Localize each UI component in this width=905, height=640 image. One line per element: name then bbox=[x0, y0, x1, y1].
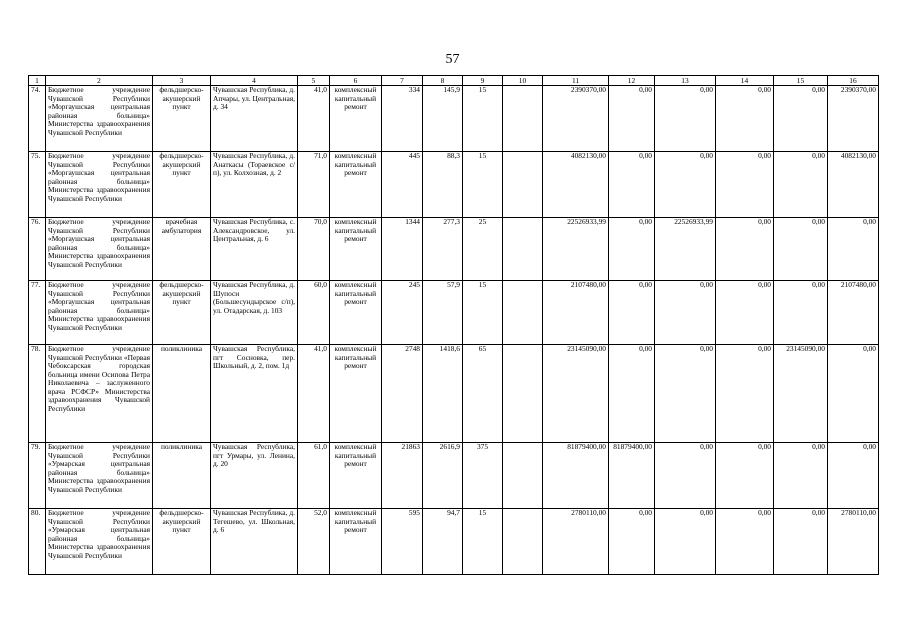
col-10-value bbox=[503, 509, 543, 575]
works-type: комплексный капитальный ремонт bbox=[330, 443, 382, 509]
organization-name: Бюджетное учреждение Чувашской Республики «Первая Чебоксарская городская больница имени Осипова Петра Николаевича – заслуженного врача РСФСР» Министерства здравоохранения Чувашской Республики bbox=[46, 345, 153, 443]
col-16-value: 2390370,00 bbox=[828, 86, 879, 152]
column-header-1: 1 bbox=[29, 76, 46, 86]
table-header bbox=[29, 76, 879, 86]
col-14-value: 0,00 bbox=[716, 345, 774, 443]
facility-address: Чувашская Республика, д. Тегешево, ул. Школьная, д. 6 bbox=[211, 509, 298, 575]
col-15-value: 0,00 bbox=[774, 443, 828, 509]
col-9-value: 15 bbox=[463, 152, 503, 218]
row-number: 79. bbox=[29, 443, 46, 509]
col-7-value: 445 bbox=[382, 152, 423, 218]
organization-name: Бюджетное учреждение Чувашской Республики «Урмарская центральная районная больница» Министерства здравоохранения Чувашской Республики bbox=[46, 509, 153, 575]
col-8-value: 1418,6 bbox=[423, 345, 463, 443]
works-type: комплексный капитальный ремонт bbox=[330, 86, 382, 152]
col-8-value: 2616,9 bbox=[423, 443, 463, 509]
facility-address: Чувашская Республика, д. Анаткасы (Тораевское с/п), ул. Колхозная, д. 2 bbox=[211, 152, 298, 218]
table-body bbox=[29, 86, 879, 575]
col-9-value: 25 bbox=[463, 218, 503, 281]
col-15-value: 0,00 bbox=[774, 509, 828, 575]
col-7-value: 2748 bbox=[382, 345, 423, 443]
col-8-value: 94,7 bbox=[423, 509, 463, 575]
col-14-value: 0,00 bbox=[716, 152, 774, 218]
works-type: комплексный капитальный ремонт bbox=[330, 281, 382, 345]
col-10-value bbox=[503, 345, 543, 443]
col-15-value: 0,00 bbox=[774, 218, 828, 281]
column-header-7: 7 bbox=[382, 76, 423, 86]
facility-address: Чувашская Республика, д. Шупоси (Большесундырское с/п), ул. Отадарская, д. 103 bbox=[211, 281, 298, 345]
col-14-value: 0,00 bbox=[716, 218, 774, 281]
col-8-value: 145,9 bbox=[423, 86, 463, 152]
row-number: 76. bbox=[29, 218, 46, 281]
register-table bbox=[28, 75, 879, 575]
column-header-8: 8 bbox=[423, 76, 463, 86]
facility-type: врачебная амбулатория bbox=[153, 218, 211, 281]
column-header-5: 5 bbox=[298, 76, 330, 86]
table-row bbox=[29, 152, 879, 218]
column-header-4: 4 bbox=[211, 76, 298, 86]
table-row bbox=[29, 86, 879, 152]
col-8-value: 57,9 bbox=[423, 281, 463, 345]
row-number: 80. bbox=[29, 509, 46, 575]
col-12-value: 0,00 bbox=[609, 218, 655, 281]
column-header-2: 2 bbox=[46, 76, 153, 86]
col-5-value: 41,0 bbox=[298, 86, 330, 152]
organization-name: Бюджетное учреждение Чувашской Республики «Моргаушская центральная районная больница» Министерства здравоохранения Чувашской Республики bbox=[46, 281, 153, 345]
facility-type: фельдшерско-акушерский пункт bbox=[153, 152, 211, 218]
col-16-value: 0,00 bbox=[828, 345, 879, 443]
col-12-value: 0,00 bbox=[609, 86, 655, 152]
col-14-value: 0,00 bbox=[716, 509, 774, 575]
col-5-value: 60,0 bbox=[298, 281, 330, 345]
column-header-14: 14 bbox=[716, 76, 774, 86]
col-14-value: 0,00 bbox=[716, 86, 774, 152]
row-number: 74. bbox=[29, 86, 46, 152]
table-row bbox=[29, 281, 879, 345]
table-row bbox=[29, 345, 879, 443]
col-12-value: 0,00 bbox=[609, 345, 655, 443]
col-14-value: 0,00 bbox=[716, 443, 774, 509]
col-9-value: 15 bbox=[463, 281, 503, 345]
col-15-value: 0,00 bbox=[774, 86, 828, 152]
header-row bbox=[29, 76, 879, 86]
col-15-value: 0,00 bbox=[774, 152, 828, 218]
organization-name: Бюджетное учреждение Чувашской Республики «Урмарская центральная районная больница» Министерства здравоохранения Чувашской Республики bbox=[46, 443, 153, 509]
col-16-value: 4082130,00 bbox=[828, 152, 879, 218]
table-row bbox=[29, 218, 879, 281]
column-header-16: 16 bbox=[828, 76, 879, 86]
col-9-value: 15 bbox=[463, 86, 503, 152]
table-row bbox=[29, 509, 879, 575]
column-header-11: 11 bbox=[543, 76, 609, 86]
col-16-value: 0,00 bbox=[828, 218, 879, 281]
col-7-value: 595 bbox=[382, 509, 423, 575]
col-9-value: 65 bbox=[463, 345, 503, 443]
col-9-value: 375 bbox=[463, 443, 503, 509]
col-10-value bbox=[503, 152, 543, 218]
column-header-9: 9 bbox=[463, 76, 503, 86]
col-8-value: 88,3 bbox=[423, 152, 463, 218]
col-5-value: 41,0 bbox=[298, 345, 330, 443]
col-10-value bbox=[503, 443, 543, 509]
organization-name: Бюджетное учреждение Чувашской Республики «Моргаушская центральная районная больница» Министерства здравоохранения Чувашской Республики bbox=[46, 86, 153, 152]
page-number: 57 bbox=[445, 52, 460, 67]
facility-type: фельдшерско-акушерский пункт bbox=[153, 86, 211, 152]
col-15-value: 23145090,00 bbox=[774, 345, 828, 443]
col-14-value: 0,00 bbox=[716, 281, 774, 345]
col-7-value: 334 bbox=[382, 86, 423, 152]
table-row bbox=[29, 443, 879, 509]
organization-name: Бюджетное учреждение Чувашской Республики «Моргаушская центральная районная больница» Министерства здравоохранения Чувашской Республики bbox=[46, 218, 153, 281]
col-11-value: 81879400,00 bbox=[543, 443, 609, 509]
facility-type: поликлиника bbox=[153, 345, 211, 443]
col-10-value bbox=[503, 86, 543, 152]
col-5-value: 52,0 bbox=[298, 509, 330, 575]
col-11-value: 4082130,00 bbox=[543, 152, 609, 218]
col-13-value: 0,00 bbox=[655, 509, 716, 575]
facility-address: Чувашская Республика, пгт Урмары, ул. Ленина, д. 20 bbox=[211, 443, 298, 509]
row-number: 75. bbox=[29, 152, 46, 218]
col-9-value: 15 bbox=[463, 509, 503, 575]
column-header-6: 6 bbox=[330, 76, 382, 86]
organization-name: Бюджетное учреждение Чувашской Республики «Моргаушская центральная районная больница» Министерства здравоохранения Чувашской Республики bbox=[46, 152, 153, 218]
col-11-value: 23145090,00 bbox=[543, 345, 609, 443]
col-12-value: 81879400,00 bbox=[609, 443, 655, 509]
facility-type: фельдшерско-акушерский пункт bbox=[153, 281, 211, 345]
works-type: комплексный капитальный ремонт bbox=[330, 152, 382, 218]
column-header-3: 3 bbox=[153, 76, 211, 86]
col-13-value: 0,00 bbox=[655, 152, 716, 218]
column-header-15: 15 bbox=[774, 76, 828, 86]
col-5-value: 70,0 bbox=[298, 218, 330, 281]
col-5-value: 61,0 bbox=[298, 443, 330, 509]
col-8-value: 277,3 bbox=[423, 218, 463, 281]
facility-type: поликлиника bbox=[153, 443, 211, 509]
works-type: комплексный капитальный ремонт bbox=[330, 345, 382, 443]
col-15-value: 0,00 bbox=[774, 281, 828, 345]
facility-address: Чувашская Республика, д. Апчары, ул. Центральная, д. 34 bbox=[211, 86, 298, 152]
col-13-value: 0,00 bbox=[655, 86, 716, 152]
col-16-value: 0,00 bbox=[828, 443, 879, 509]
col-16-value: 2107480,00 bbox=[828, 281, 879, 345]
col-16-value: 2780110,00 bbox=[828, 509, 879, 575]
col-13-value: 0,00 bbox=[655, 281, 716, 345]
col-10-value bbox=[503, 281, 543, 345]
col-13-value: 0,00 bbox=[655, 443, 716, 509]
col-7-value: 245 bbox=[382, 281, 423, 345]
facility-type: фельдшерско-акушерский пункт bbox=[153, 509, 211, 575]
works-type: комплексный капитальный ремонт bbox=[330, 509, 382, 575]
col-13-value: 22526933,99 bbox=[655, 218, 716, 281]
facility-address: Чувашская Республика, с. Александровское, ул. Центральная, д. 6 bbox=[211, 218, 298, 281]
col-11-value: 2390370,00 bbox=[543, 86, 609, 152]
row-number: 78. bbox=[29, 345, 46, 443]
col-11-value: 2107480,00 bbox=[543, 281, 609, 345]
col-13-value: 0,00 bbox=[655, 345, 716, 443]
facility-address: Чувашская Республика, пгт Сосновка, пер. Школьный, д. 2, пом. 1д bbox=[211, 345, 298, 443]
col-7-value: 21863 bbox=[382, 443, 423, 509]
column-header-13: 13 bbox=[655, 76, 716, 86]
column-header-10: 10 bbox=[503, 76, 543, 86]
col-7-value: 1344 bbox=[382, 218, 423, 281]
col-10-value bbox=[503, 218, 543, 281]
col-11-value: 2780110,00 bbox=[543, 509, 609, 575]
col-5-value: 71,0 bbox=[298, 152, 330, 218]
col-12-value: 0,00 bbox=[609, 509, 655, 575]
works-type: комплексный капитальный ремонт bbox=[330, 218, 382, 281]
row-number: 77. bbox=[29, 281, 46, 345]
col-11-value: 22526933,99 bbox=[543, 218, 609, 281]
column-header-12: 12 bbox=[609, 76, 655, 86]
col-12-value: 0,00 bbox=[609, 281, 655, 345]
col-12-value: 0,00 bbox=[609, 152, 655, 218]
